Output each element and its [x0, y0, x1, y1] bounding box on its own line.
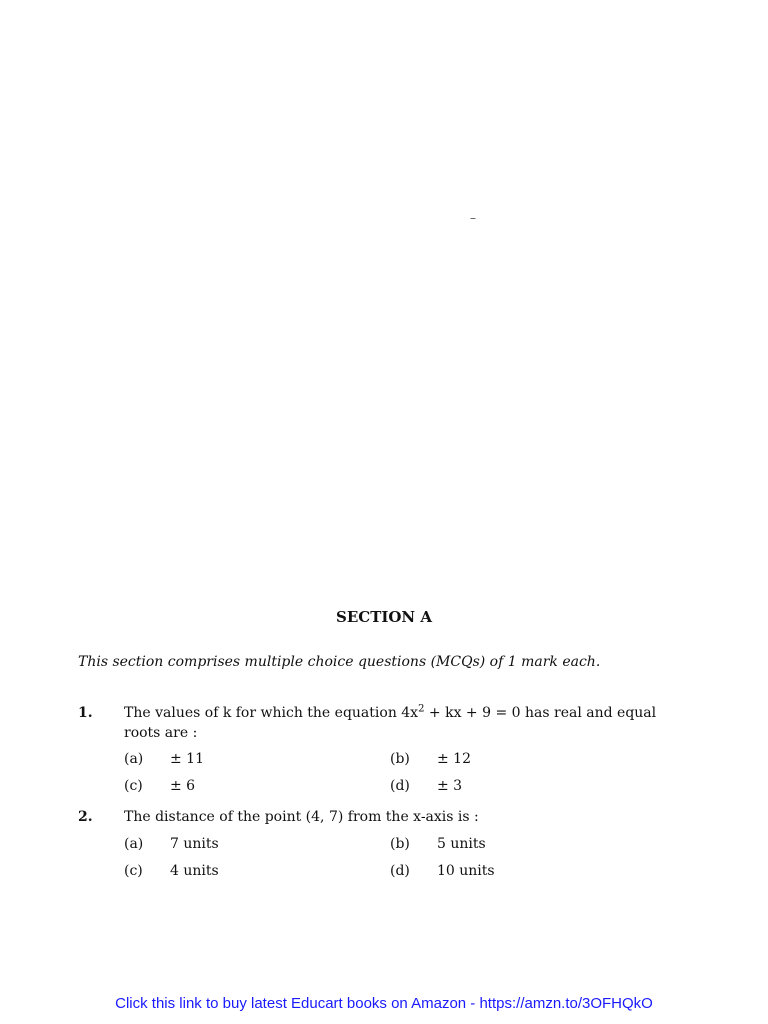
- q2-option-b-text: 5 units: [437, 836, 486, 852]
- q1-option-a-label: (a): [124, 751, 144, 767]
- q1-option-c-text: ± 6: [170, 778, 196, 794]
- q2-option-d-text: 10 units: [437, 863, 495, 879]
- question-2-number: 2.: [78, 809, 93, 825]
- section-intro: This section comprises multiple choice questions (MCQs) of 1 mark each.: [78, 654, 601, 670]
- amazon-books-link[interactable]: Click this link to buy latest Educart books on Amazon - https://amzn.to/3OFHQkO: [115, 995, 653, 1012]
- q2-option-b-label: (b): [390, 836, 410, 852]
- question-1-number: 1.: [78, 705, 93, 721]
- question-1-text-line2: roots are :: [124, 725, 198, 741]
- q1-option-b-label: (b): [390, 751, 410, 767]
- question-1-exponent: 2: [418, 703, 425, 715]
- q1-option-d-text: ± 3: [437, 778, 463, 794]
- q2-option-c-label: (c): [124, 863, 143, 879]
- q1-option-a-text: ± 11: [170, 751, 204, 767]
- section-title: SECTION A: [335, 608, 433, 626]
- q2-option-c-text: 4 units: [170, 863, 219, 879]
- q1-option-b-text: ± 12: [437, 751, 471, 767]
- q2-option-a-text: 7 units: [170, 836, 219, 852]
- q1-option-c-label: (c): [124, 778, 143, 794]
- q2-option-d-label: (d): [390, 863, 410, 879]
- top-dash-mark: –: [470, 211, 476, 225]
- q1-option-d-label: (d): [390, 778, 410, 794]
- question-2-text: The distance of the point (4, 7) from the x-axis is :: [124, 809, 479, 825]
- q2-option-a-label: (a): [124, 836, 144, 852]
- question-1-text: The values of k for which the equation $4x^2$ + kx + 9 = 0 has real and equal: [124, 703, 657, 721]
